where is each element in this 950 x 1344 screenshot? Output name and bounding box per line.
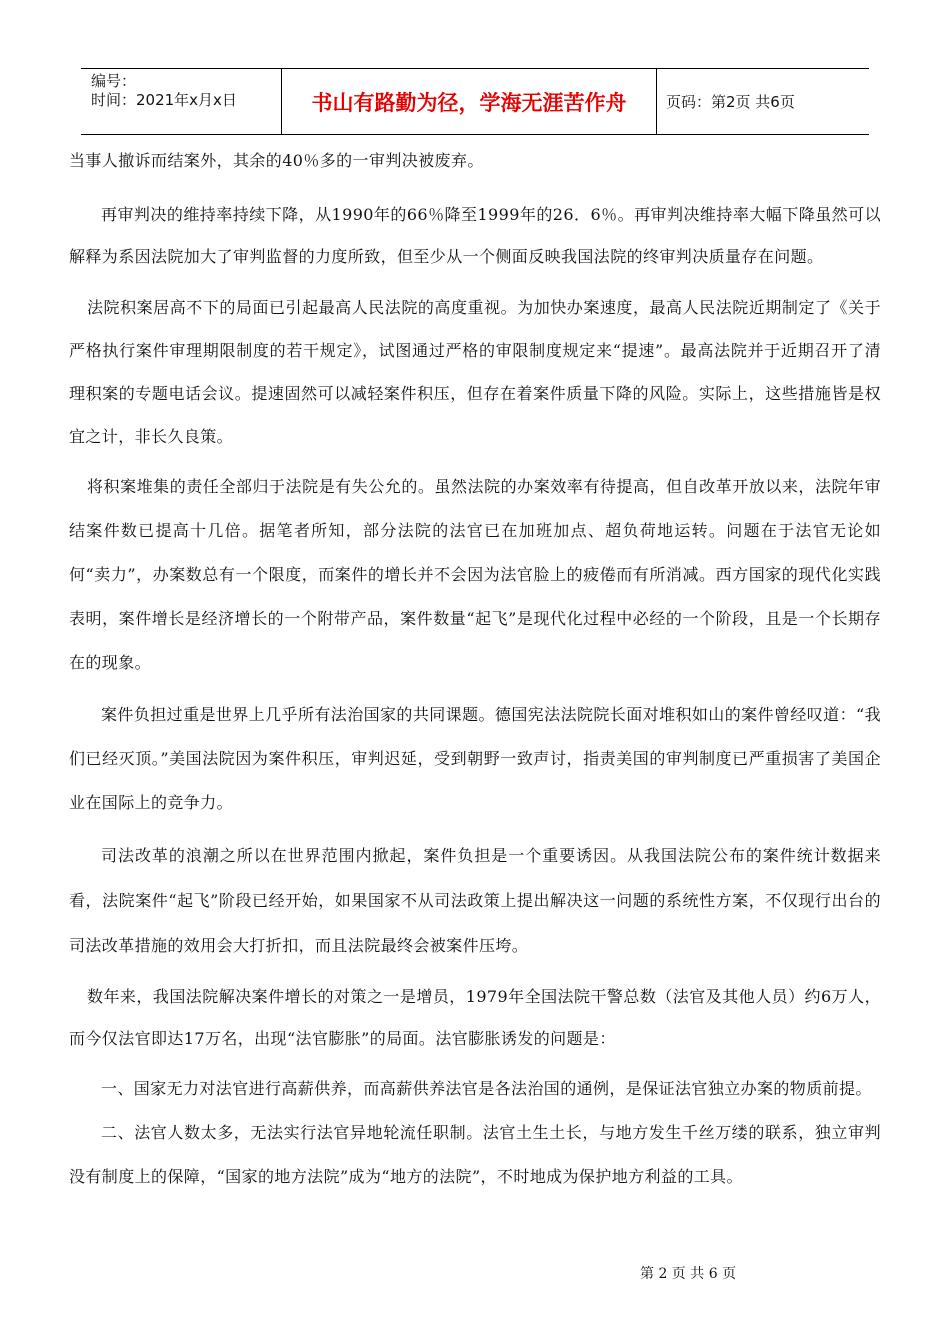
paragraph-6: 司法改革的浪潮之所以在世界范围内掀起，案件负担是一个重要诱因。从我国法院公布的案件统计数据来看，法院案件“起飞”阶段已经开始，如果国家不从司法政策上提出解决这一问题的系统性方案，不仅现行出台的司法改革措施的效用会大打折扣，而且法院最终会被案件压垮。 <box>69 846 881 955</box>
paragraph-8: 一、国家无力对法官进行高薪供养，而高薪供养法官是各法治国的通例，是保证法官独立办案的物质前提。 <box>101 1079 872 1098</box>
header-meta-cell <box>81 69 282 134</box>
document-body <box>69 148 881 1199</box>
document-date-label: 时间：2021年x月x日 <box>91 91 237 109</box>
paragraph-2: 再审判决的维持率持续下降，从1990年的66％降至1999年的26．6％。再审判决维持率大幅下降虽然可以解释为系因法院加大了审判监督的力度所致，但至少从一个侧面反映我国法院的终审判决质量存在问题。 <box>69 205 881 266</box>
header-motto: 书山有路勤为径，学海无涯苦作舟 <box>282 69 657 134</box>
header-page-code: 页码：第2页 共6页 <box>666 93 795 111</box>
paragraph-4: 将积案堆集的责任全部归于法院是有失公允的。虽然法院的办案效率有待提高，但自改革开放以来，法院年审结案件数已提高十几倍。据笔者所知，部分法院的法官已在加班加点、超负荷地运转。问题在于法官无论如何“卖力”，办案数总有一个限度，而案件的增长并不会因为法官脸上的疲倦而有所消减。西方国家的现代化实践表明，案件增长是经济增长的一个附带产品，案件数量“起飞”是现代化过程中必经的一个阶段，且是一个长期存在的现象。 <box>69 477 881 672</box>
document-number-label: 编号： <box>91 72 137 90</box>
paragraph-3: 法院积案居高不下的局面已引起最高人民法院的高度重视。为加快办案速度，最高人民法院近期制定了《关于严格执行案件审理期限制度的若干规定》，试图通过严格的审限制度规定来“提速”。最高法院并于近期召开了清理积案的专题电话会议。提速固然可以减轻案件积压，但存在着案件质量下降的风险。实际上，这些措施皆是权宜之计，非长久良策。 <box>69 298 881 446</box>
page-footer: 第 2 页 共 6 页 <box>640 1266 737 1282</box>
page-header <box>81 68 869 135</box>
paragraph-1: 当事人撤诉而结案外，其余的40％多的一审判决被废弃。 <box>69 151 484 170</box>
paragraph-9: 二、法官人数太多，无法实行法官异地轮流任职制。法官土生土长，与地方发生千丝万缕的联系，独立审判没有制度上的保障，“国家的地方法院”成为“地方的法院”，不时地成为保护地方利益的工具。 <box>69 1123 881 1186</box>
paragraph-5: 案件负担过重是世界上几乎所有法治国家的共同课题。德国宪法法院院长面对堆积如山的案件曾经叹道：“我们已经灭顶。”美国法院因为案件积压，审判迟延，受到朝野一致声讨，指责美国的审判制度已严重损害了美国企业在国际上的竞争力。 <box>69 705 881 812</box>
paragraph-7: 数年来，我国法院解决案件增长的对策之一是增员，1979年全国法院干警总数（法官及其他人员）约6万人，而今仅法官即达17万名，出现“法官膨胀”的局面。法官膨胀诱发的问题是： <box>69 987 881 1048</box>
